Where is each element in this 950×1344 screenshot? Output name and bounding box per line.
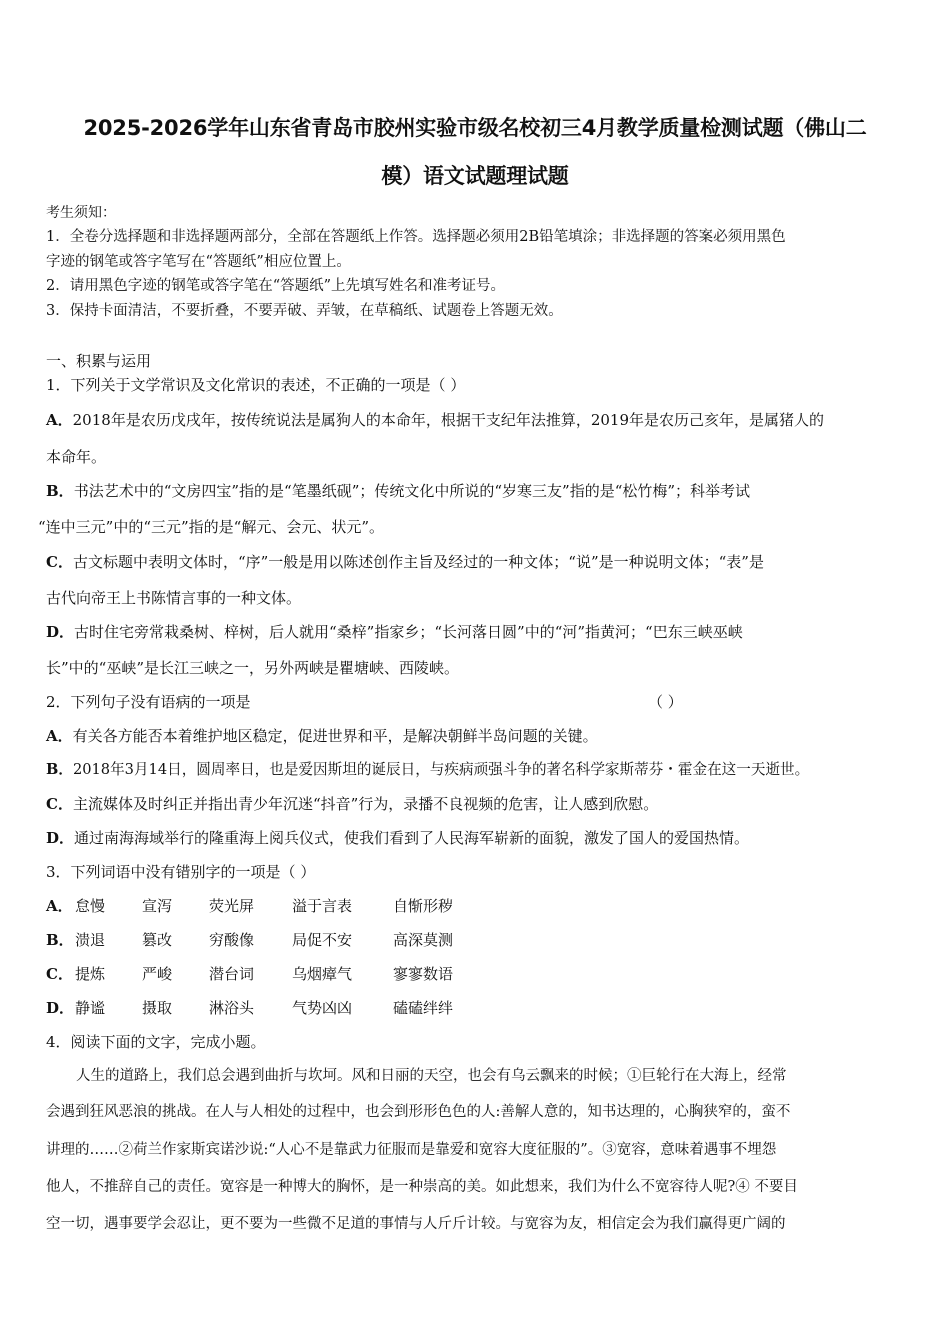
q2-option-d-label: D．	[46, 829, 75, 847]
passage-line: 空一切，遇事要学会忍让，更不要为一些微不足道的事情与人斤斤计较。与宽容为友，相信定会为我们赢得更广阔的	[46, 1216, 786, 1232]
q2-option-b-label: B．	[46, 761, 73, 778]
q2-option-c	[46, 794, 658, 814]
q1-option-b	[46, 481, 750, 501]
section-heading: 一、积累与运用	[46, 352, 152, 370]
q1-option-a-text: 2018年是农历戊戌年，按传统说法是属狗人的本命年，根据干支纪年法推算，2019年是农历己亥年，是属猪人的	[72, 411, 824, 429]
notice-item-3: 3．保持卡面清洁，不要折叠，不要弄破、弄皱，在草稿纸、试题卷上答题无效。	[46, 303, 563, 319]
q1-stem: 1．下列关于文学常识及文化常识的表述，不正确的一项是（ ）	[46, 376, 466, 394]
q3-word: 怠慢	[75, 897, 106, 915]
q3-word: 自惭形秽	[393, 897, 454, 915]
notice-heading: 考生须知：	[46, 205, 116, 221]
q3-word: 宣泻	[142, 897, 173, 915]
q3-word: 局促不安	[292, 931, 353, 949]
notice-item-1: 1．全卷分选择题和非选择题两部分，全部在答题纸上作答。选择题必须用2B铅笔填涂；非选择题的答案必须用黑色	[46, 229, 786, 245]
q3-word: 静谧	[75, 999, 106, 1017]
q1-option-c	[46, 552, 764, 572]
q3-word: 穷酸像	[209, 931, 255, 949]
q2-option-a-text: 有关各方能否本着维护地区稳定，促进世界和平，是解决朝鲜半岛问题的关键。	[72, 727, 598, 745]
q1-option-c-label: C．	[46, 553, 73, 571]
exam-title-line-1: 2025-2026学年山东省青岛市胶州实验市级名校初三4月教学质量检测试题（佛山二	[83, 116, 867, 140]
passage-line: 讲理的……②荷兰作家斯宾诺沙说:“人心不是靠武力征服而是靠爱和宽容大度征服的”。③宽容，意味着遇事不埋怨	[46, 1142, 777, 1158]
q2-option-b	[46, 760, 809, 780]
q3-word: 磕磕绊绊	[393, 999, 454, 1017]
q2-option-c-label: C．	[46, 795, 73, 813]
q3-word: 摄取	[142, 999, 173, 1017]
q1-option-c-cont: 古代向帝王上书陈情言事的一种文体。	[46, 589, 302, 607]
q3-word: 篡改	[142, 931, 173, 949]
notice-item-1-cont: 字迹的钢笔或答字笔写在“答题纸”相应位置上。	[46, 254, 351, 270]
q1-option-d-label: D．	[46, 623, 75, 641]
q1-option-a-cont: 本命年。	[46, 448, 107, 466]
passage-line: 会遇到狂风恶浪的挑战。在人与人相处的过程中，也会到形形色色的人:善解人意的，知书达理的，心胸狭窄的，蛮不	[46, 1104, 791, 1120]
q3-option-label: D．	[46, 999, 75, 1017]
q3-word: 乌烟瘴气	[292, 965, 353, 983]
q3-word: 淋浴头	[209, 999, 255, 1017]
q3-word: 寥寥数语	[393, 965, 454, 983]
q3-word: 气势凶凶	[292, 999, 353, 1017]
q2-option-d-text: 通过南海海域举行的隆重海上阅兵仪式，使我们看到了人民海军崭新的面貌，激发了国人的爱国热情。	[74, 829, 750, 847]
q1-option-d-text: 古时住宅旁常栽桑树、梓树，后人就用“桑梓”指家乡；“长河落日圆”中的“河”指黄河；“巴东三峡巫峡	[74, 623, 743, 641]
q3-word: 提炼	[75, 965, 106, 983]
notice-item-2: 2．请用黑色字迹的钢笔或答字笔在“答题纸”上先填写姓名和准考证号。	[46, 278, 506, 294]
passage-line: 人生的道路上，我们总会遇到曲折与坎坷。风和日丽的天空，也会有乌云飘来的时候；①巨轮行在大海上，经常	[76, 1068, 787, 1084]
q3-word: 荧光屏	[209, 897, 255, 915]
q1-option-d-cont: 长”中的“巫峡”是长江三峡之一，另外两峡是瞿塘峡、西陵峡。	[46, 659, 460, 677]
q3-stem: 3．下列词语中没有错别字的一项是（ ）	[46, 863, 316, 881]
q4-stem: 4．阅读下面的文字，完成小题。	[46, 1033, 266, 1051]
q1-option-a	[46, 410, 824, 430]
q1-option-b-text: 书法艺术中的“文房四宝”指的是“笔墨纸砚”；传统文化中所说的“岁寒三友”指的是“松竹梅”；科举考试	[73, 482, 751, 500]
q1-option-c-text: 古文标题中表明文体时，“序”一般是用以陈述创作主旨及经过的一种文体；“说”是一种说明文体；“表”是	[72, 553, 764, 571]
q3-word: 高深莫测	[393, 931, 454, 949]
q2-option-a	[46, 726, 598, 746]
q2-option-d	[46, 828, 749, 848]
q1-option-b-cont: “连中三元”中的“三元”指的是“解元、会元、状元”。	[38, 518, 385, 536]
passage-line: 他人，不推辞自己的责任。宽容是一种博大的胸怀，是一种崇高的美。如此想来，我们为什么不宽容待人呢?④ 不要目	[46, 1179, 798, 1195]
q2-option-b-text: 2018年3月14日，圆周率日，也是爱因斯坦的诞辰日，与疾病顽强斗争的著名科学家斯蒂芬・霍金在这一天逝世。	[72, 761, 810, 778]
q2-stem: 2．下列句子没有语病的一项是	[46, 693, 251, 711]
q1-option-d	[46, 622, 743, 642]
q3-word: 潜台词	[209, 965, 255, 983]
q1-option-b-label: B．	[46, 482, 74, 500]
q1-option-a-label: A．	[46, 411, 73, 429]
q3-option-label: C．	[46, 965, 73, 983]
q3-word: 严峻	[142, 965, 173, 983]
exam-title-line-2: 模）语文试题理试题	[381, 164, 569, 188]
q3-word: 溃退	[75, 931, 106, 949]
q3-word: 溢于言表	[292, 897, 353, 915]
q2-option-c-text: 主流媒体及时纠正并指出青少年沉迷“抖音”行为，录播不良视频的危害，让人感到欣慰。	[72, 795, 659, 813]
q3-option-label: A．	[46, 897, 73, 915]
q2-answer-paren: （ ）	[648, 693, 683, 711]
q3-option-label: B．	[46, 931, 74, 949]
q2-option-a-label: A．	[46, 727, 73, 745]
